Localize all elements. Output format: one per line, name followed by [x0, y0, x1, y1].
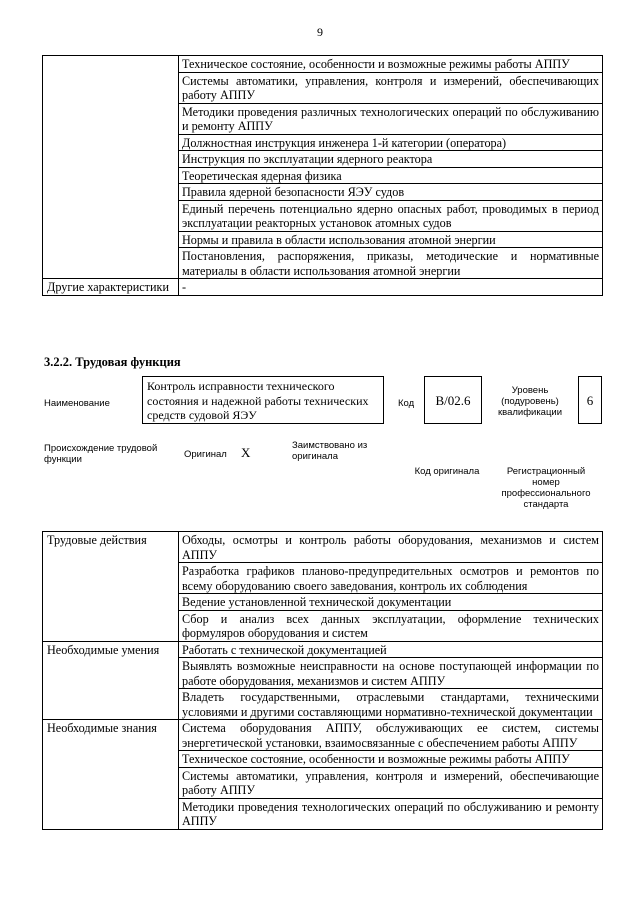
row-item: Ведение установленной технической документации: [179, 594, 603, 611]
origin-label: Происхождение трудовой функции: [44, 443, 158, 465]
row-item: Правила ядерной безопасности ЯЭУ судов: [179, 184, 603, 201]
table1-body: [43, 56, 603, 296]
name-value: Контроль исправности технического состояния и надежной работы технических средств судовой ЯЭУ: [147, 379, 369, 422]
level-value: 6: [586, 393, 594, 408]
row-item: Системы автоматики, управления, контроля и измерений, обеспечивающие работу АППУ: [179, 767, 603, 798]
table-row: [43, 56, 603, 73]
row-item: Обходы, осмотры и контроль работы оборудования, механизмов и систем АППУ: [179, 532, 603, 563]
level-label: Уровень (подуровень) квалификации: [497, 385, 563, 418]
code-label: Код: [398, 398, 415, 409]
row-item: Постановления, распоряжения, приказы, методические и нормативные материалы в области использования атомной энергии: [179, 248, 603, 279]
code-original-label: Код оригинала: [414, 466, 480, 477]
row-item: Методики проведения различных технологических операций по обслуживанию и ремонту АППУ: [179, 103, 603, 134]
code-value: B/02.6: [435, 393, 471, 408]
row-category: [43, 56, 179, 279]
table-row: [43, 641, 603, 658]
row-item: Единый перечень потенциально ядерно опасных работ, проводимых в период эксплуатации реакторных установок атомных судов: [179, 200, 603, 231]
row-item: Разработка графиков планово-предупредительных осмотров и ремонтов по всему оборудованию своего заведования, контроль их соблюдения: [179, 563, 603, 594]
name-value-box: [142, 376, 384, 424]
table-row: [43, 532, 603, 563]
row-item: Сбор и анализ всех данных эксплуатации, оформление технических формуляров оборудования и систем: [179, 610, 603, 641]
section-title: 3.2.2. Трудовая функция: [44, 355, 181, 369]
row-category: Необходимые умения: [43, 641, 179, 720]
row-item: Техническое состояние, особенности и возможные режимы работы АППУ: [179, 56, 603, 73]
row-item: Системы автоматики, управления, контроля и измерений, обеспечивающих работу АППУ: [179, 72, 603, 103]
row-item: -: [179, 279, 603, 296]
row-item: Техническое состояние, особенности и возможные режимы работы АППУ: [179, 751, 603, 768]
labor-function-table: [42, 531, 603, 830]
reg-number-label: Регистрационный номер профессионального стандарта: [501, 466, 591, 510]
page-number: 9: [317, 25, 323, 39]
knowledge-table-continued: [42, 55, 603, 296]
table2-body: [43, 532, 603, 830]
row-category: Трудовые действия: [43, 532, 179, 642]
original-checkmark: X: [241, 445, 251, 460]
table-row: [43, 720, 603, 751]
row-item: Теоретическая ядерная физика: [179, 167, 603, 184]
table-row: [43, 279, 603, 296]
code-value-box: [424, 376, 482, 424]
row-item: Владеть государственными, отраслевыми стандартами, техническими условиями и другими составляющими нормативно-технической документации: [179, 689, 603, 720]
row-item: Должностная инструкция инженера 1-й категории (оператора): [179, 134, 603, 151]
row-item: Нормы и правила в области использования атомной энергии: [179, 231, 603, 248]
row-category: Необходимые знания: [43, 720, 179, 830]
row-item: Работать с технической документацией: [179, 641, 603, 658]
name-label: Наименование: [44, 398, 110, 409]
row-item: Инструкция по эксплуатации ядерного реактора: [179, 151, 603, 168]
row-category: Другие характеристики: [43, 279, 179, 296]
row-item: Методики проведения технологических операций по обслуживанию и ремонту АППУ: [179, 798, 603, 829]
level-value-box: [578, 376, 602, 424]
row-item: Выявлять возможные неисправности на основе поступающей информации по работе оборудования, механизмов и систем АППУ: [179, 658, 603, 689]
row-item: Система оборудования АППУ, обслуживающих ее систем, системы энергетической установки, взаимосвязанные с обеспечением работы АППУ: [179, 720, 603, 751]
borrowed-label: Заимствовано из оригинала: [292, 440, 368, 462]
original-label: Оригинал: [184, 449, 227, 460]
